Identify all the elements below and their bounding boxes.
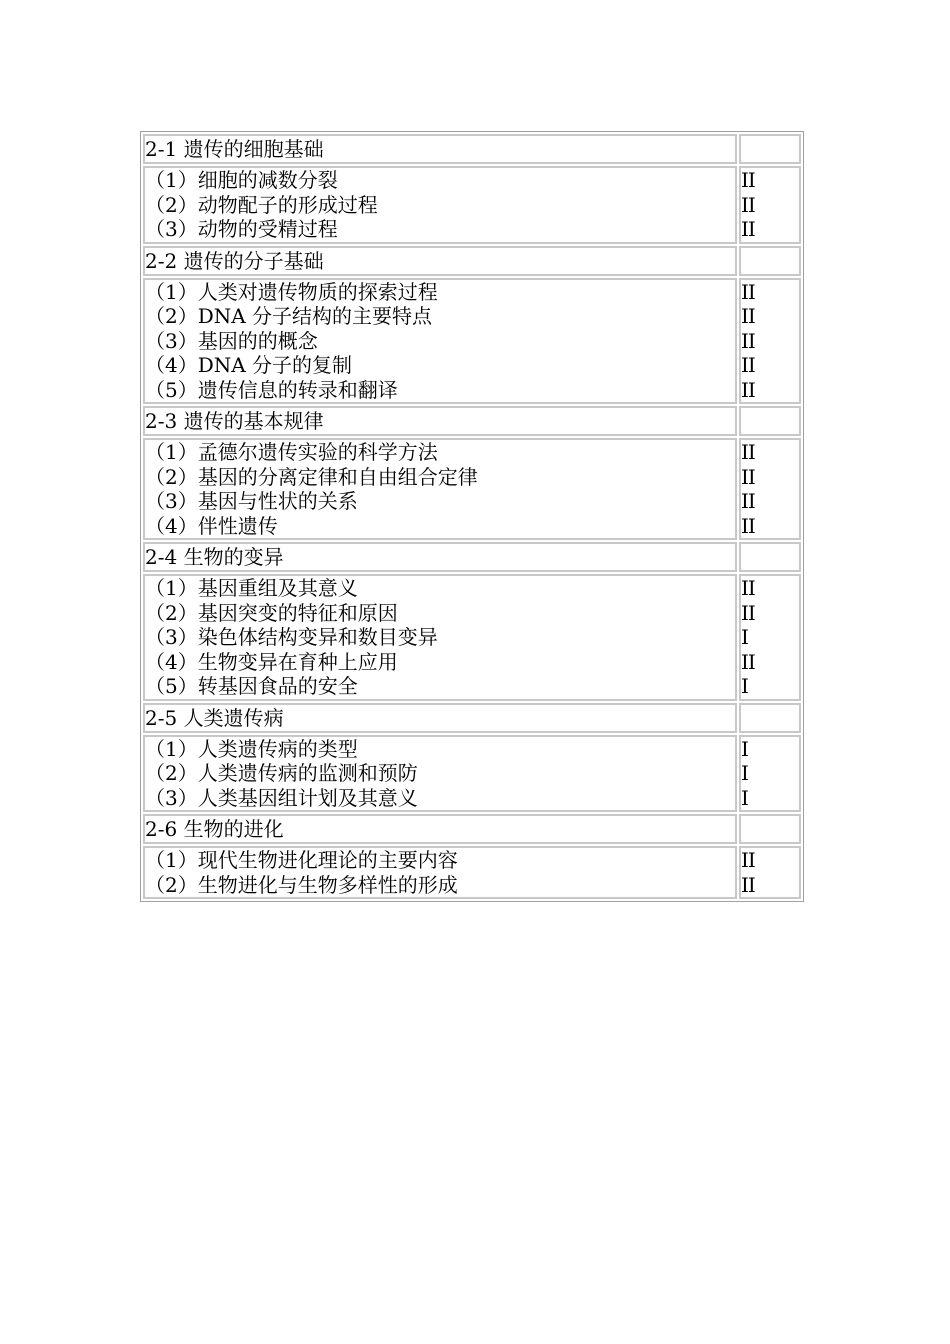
item-level: I [741,761,748,785]
item-text: （4）生物变异在育种上应用 [145,649,398,674]
item-level: II [741,377,755,402]
section-title: 2-6 生物的进化 [143,814,737,844]
item-level: II [741,489,755,513]
item-level: I [741,625,748,649]
section-header-row [143,814,801,844]
section-title: 2-3 遗传的基本规律 [143,406,737,436]
section-title: 2-4 生物的变异 [143,542,737,572]
item-text: （2）生物进化与生物多样性的形成 [145,872,458,897]
item-text: （3）基因的的概念 [145,328,318,353]
section-level-empty-cell [739,246,801,276]
item-level: II [741,217,755,241]
section-level-empty-cell [739,703,801,733]
section-items-cell [143,166,737,244]
item-text: （5）转基因食品的安全 [145,674,358,698]
item-level: II [741,649,755,674]
item-text: （2）基因的分离定律和自由组合定律 [145,464,478,489]
item-level: II [741,353,755,377]
item-text: （1）基因重组及其意义 [145,576,358,600]
item-text: （3）动物的受精过程 [145,217,338,241]
section-level-empty-cell [739,814,801,844]
item-text: （1）现代生物进化理论的主要内容 [145,848,458,872]
item-text: （3）基因与性状的关系 [145,489,358,513]
section-items-row [143,278,801,405]
item-text: （1）孟德尔遗传实验的科学方法 [145,440,438,464]
item-text: （1）细胞的减数分裂 [145,168,338,192]
item-level: II [741,168,755,192]
item-level: II [741,328,755,353]
section-items-cell [143,438,737,540]
section-header-row [143,703,801,733]
section-items-row [143,846,801,899]
section-header-row [143,134,801,164]
section-header-row [143,246,801,276]
item-text: （3）人类基因组计划及其意义 [145,785,418,810]
section-title: 2-1 遗传的细胞基础 [143,134,737,164]
section-levels-cell [739,846,801,899]
item-level: II [741,513,755,538]
item-level: II [741,848,755,872]
section-level-empty-cell [739,134,801,164]
item-text: （2）人类遗传病的监测和预防 [145,761,418,785]
item-level: I [741,785,748,810]
section-items-cell [143,846,737,899]
item-text: （4）DNA 分子的复制 [145,353,353,377]
section-levels-cell [739,278,801,405]
section-title: 2-2 遗传的分子基础 [143,246,737,276]
item-text: （2）基因突变的特征和原因 [145,600,398,625]
section-level-empty-cell [739,406,801,436]
item-level: II [741,192,755,217]
requirements-table [140,131,804,902]
item-level: II [741,440,755,464]
section-title: 2-5 人类遗传病 [143,703,737,733]
section-levels-cell [739,735,801,813]
item-level: II [741,600,755,625]
table-body [143,134,801,899]
item-level: II [741,872,755,897]
section-header-row [143,542,801,572]
section-levels-cell [739,166,801,244]
section-items-row [143,438,801,540]
item-level: II [741,279,755,304]
item-level: I [741,736,748,761]
section-items-row [143,166,801,244]
section-items-row [143,574,801,701]
section-levels-cell [739,574,801,701]
section-items-cell [143,574,737,701]
item-text: （1）人类遗传病的类型 [145,736,358,761]
section-items-row [143,735,801,813]
section-items-cell [143,278,737,405]
item-text: （3）染色体结构变异和数目变异 [145,625,438,649]
item-level: II [741,464,755,489]
section-levels-cell [739,438,801,540]
item-text: （4）伴性遗传 [145,513,278,538]
item-text: （2）动物配子的形成过程 [145,192,378,217]
item-text: （2）DNA 分子结构的主要特点 [145,304,433,328]
item-text: （1）人类对遗传物质的探索过程 [145,279,438,304]
section-header-row [143,406,801,436]
section-level-empty-cell [739,542,801,572]
section-items-cell [143,735,737,813]
item-level: I [741,674,748,698]
item-level: II [741,304,755,328]
item-text: （5）遗传信息的转录和翻译 [145,377,398,402]
item-level: II [741,576,755,600]
